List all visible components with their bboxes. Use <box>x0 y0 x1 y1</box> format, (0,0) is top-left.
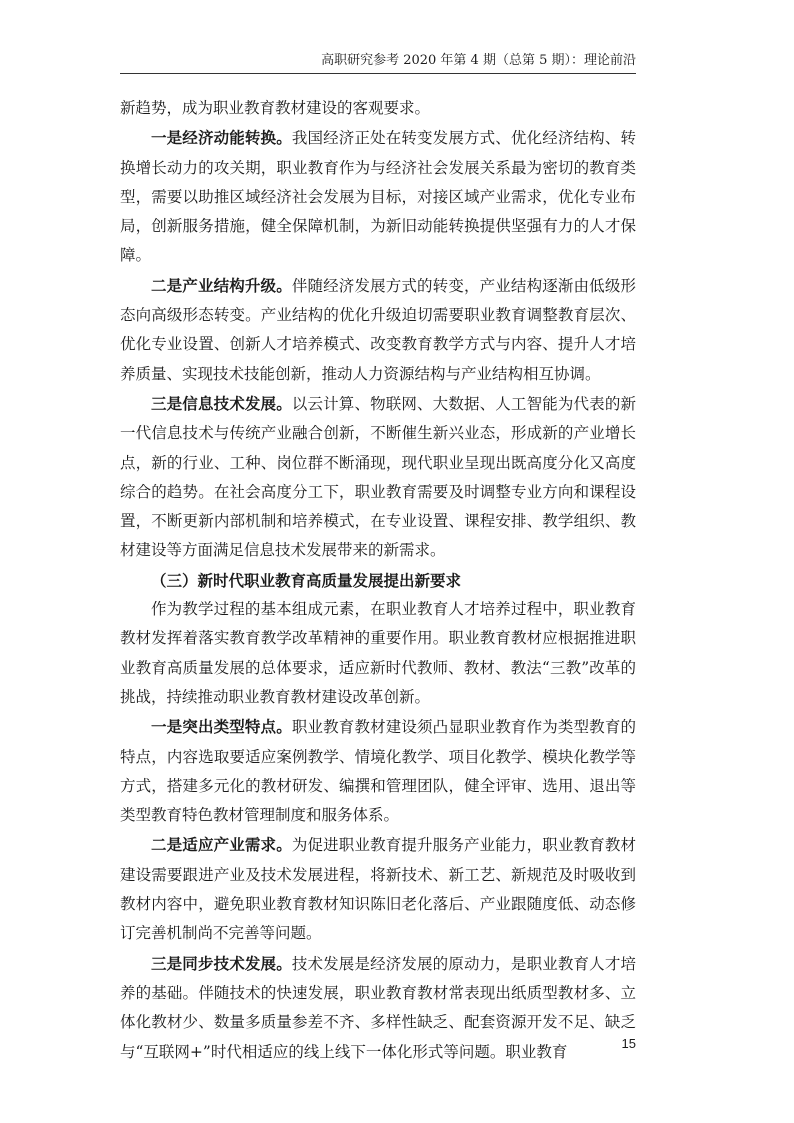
paragraph <box>120 123 636 270</box>
paragraph-text: 以云计算、物联网、大数据、人工智能为代表的新一代信息技术与传统产业融合创新，不断催生新兴业态，形成新的产业增长点，新的行业、工种、岗位群不断涌现，现代职业呈现出既高度分化又高度综合的趋势。在社会高度分工下，职业教育需要及时调整专业方向和课程设置，不断更新内部机制和培养模式，在专业设置、课程安排、教学组织、教材建设等方面满足信息技术发展带来的新需求。 <box>120 394 636 560</box>
paragraph <box>120 949 636 1067</box>
paragraph <box>120 712 636 830</box>
paragraph-lead: 三是信息技术发展。 <box>151 393 292 413</box>
section-heading: （三）新时代职业教育高质量发展提出新要求 <box>151 570 462 590</box>
paragraph-text: 新趋势，成为职业教育教材建设的客观要求。 <box>120 99 431 117</box>
paragraph <box>120 830 636 948</box>
running-header: 高职研究参考 2020 年第 4 期（总第 5 期）：理论前沿 <box>321 53 636 68</box>
paragraph <box>120 595 636 712</box>
paragraph-lead: 三是同步技术发展。 <box>151 953 292 973</box>
body-text <box>120 94 636 1067</box>
page-number: 15 <box>621 1036 636 1051</box>
header-rule <box>120 73 636 74</box>
paragraph-text: 为促进职业教育提升服务产业能力，职业教育教材建设需要跟进产业及技术发展进程，将新技术、新工艺、新规范及时吸收到教材内容中，避免职业教育教材知识陈旧老化落后、产业跟随度低、动态修订完善机制尚不完善等问题。 <box>120 836 636 943</box>
paragraph <box>120 271 636 389</box>
paragraph-text: 我国经济正处在转变发展方式、优化经济结构、转换增长动力的攻关期，职业教育作为与经济社会发展关系最为密切的教育类型，需要以助推区域经济社会发展为目标，对接区域产业需求，优化专业布局，创新服务措施，健全保障机制，为新旧动能转换提供坚强有力的人才保障。 <box>120 129 636 265</box>
paragraph <box>120 389 636 566</box>
paragraph-text: 伴随经济发展方式的转变，产业结构逐渐由低级形态向高级形态转变。产业结构的优化升级迫切需要职业教育调整教育层次、优化专业设置、创新人才培养模式、改变教育教学方式与内容、提升人才培养质量、实现技术技能创新，推动人力资源结构与产业结构相互协调。 <box>120 276 636 383</box>
paragraph-lead: 二是适应产业需求。 <box>151 835 292 855</box>
paragraph <box>120 94 636 123</box>
paragraph-lead: 一是突出类型特点。 <box>151 717 292 737</box>
paragraph-lead: 二是产业结构升级。 <box>151 275 292 295</box>
paragraph-lead: 一是经济动能转换。 <box>151 128 292 148</box>
paragraph-text: 职业教育教材建设须凸显职业教育作为类型教育的特点，内容选取要适应案例教学、情境化教学、项目化教学、模块化教学等方式，搭建多元化的教材研发、编撰和管理团队，健全评审、选用、退出等类型教育特色教材管理制度和服务体系。 <box>120 718 636 825</box>
paragraph-text: 技术发展是经济发展的原动力，是职业教育人才培养的基础。伴随技术的快速发展，职业教育教材常表现出纸质型教材多、立体化教材少、数量多质量参差不齐、多样性缺乏、配套资源开发不足、缺乏与“互联网+”时代相适应的线上线下一体化形式等问题。职业教育 <box>120 954 636 1061</box>
paragraph-text: 作为教学过程的基本组成元素，在职业教育人才培养过程中，职业教育教材发挥着落实教育教学改革精神的重要作用。职业教育教材应根据推进职业教育高质量发展的总体要求，适应新时代教师、教材、教法“三教”改革的挑战，持续推动职业教育教材建设改革创新。 <box>120 600 636 706</box>
